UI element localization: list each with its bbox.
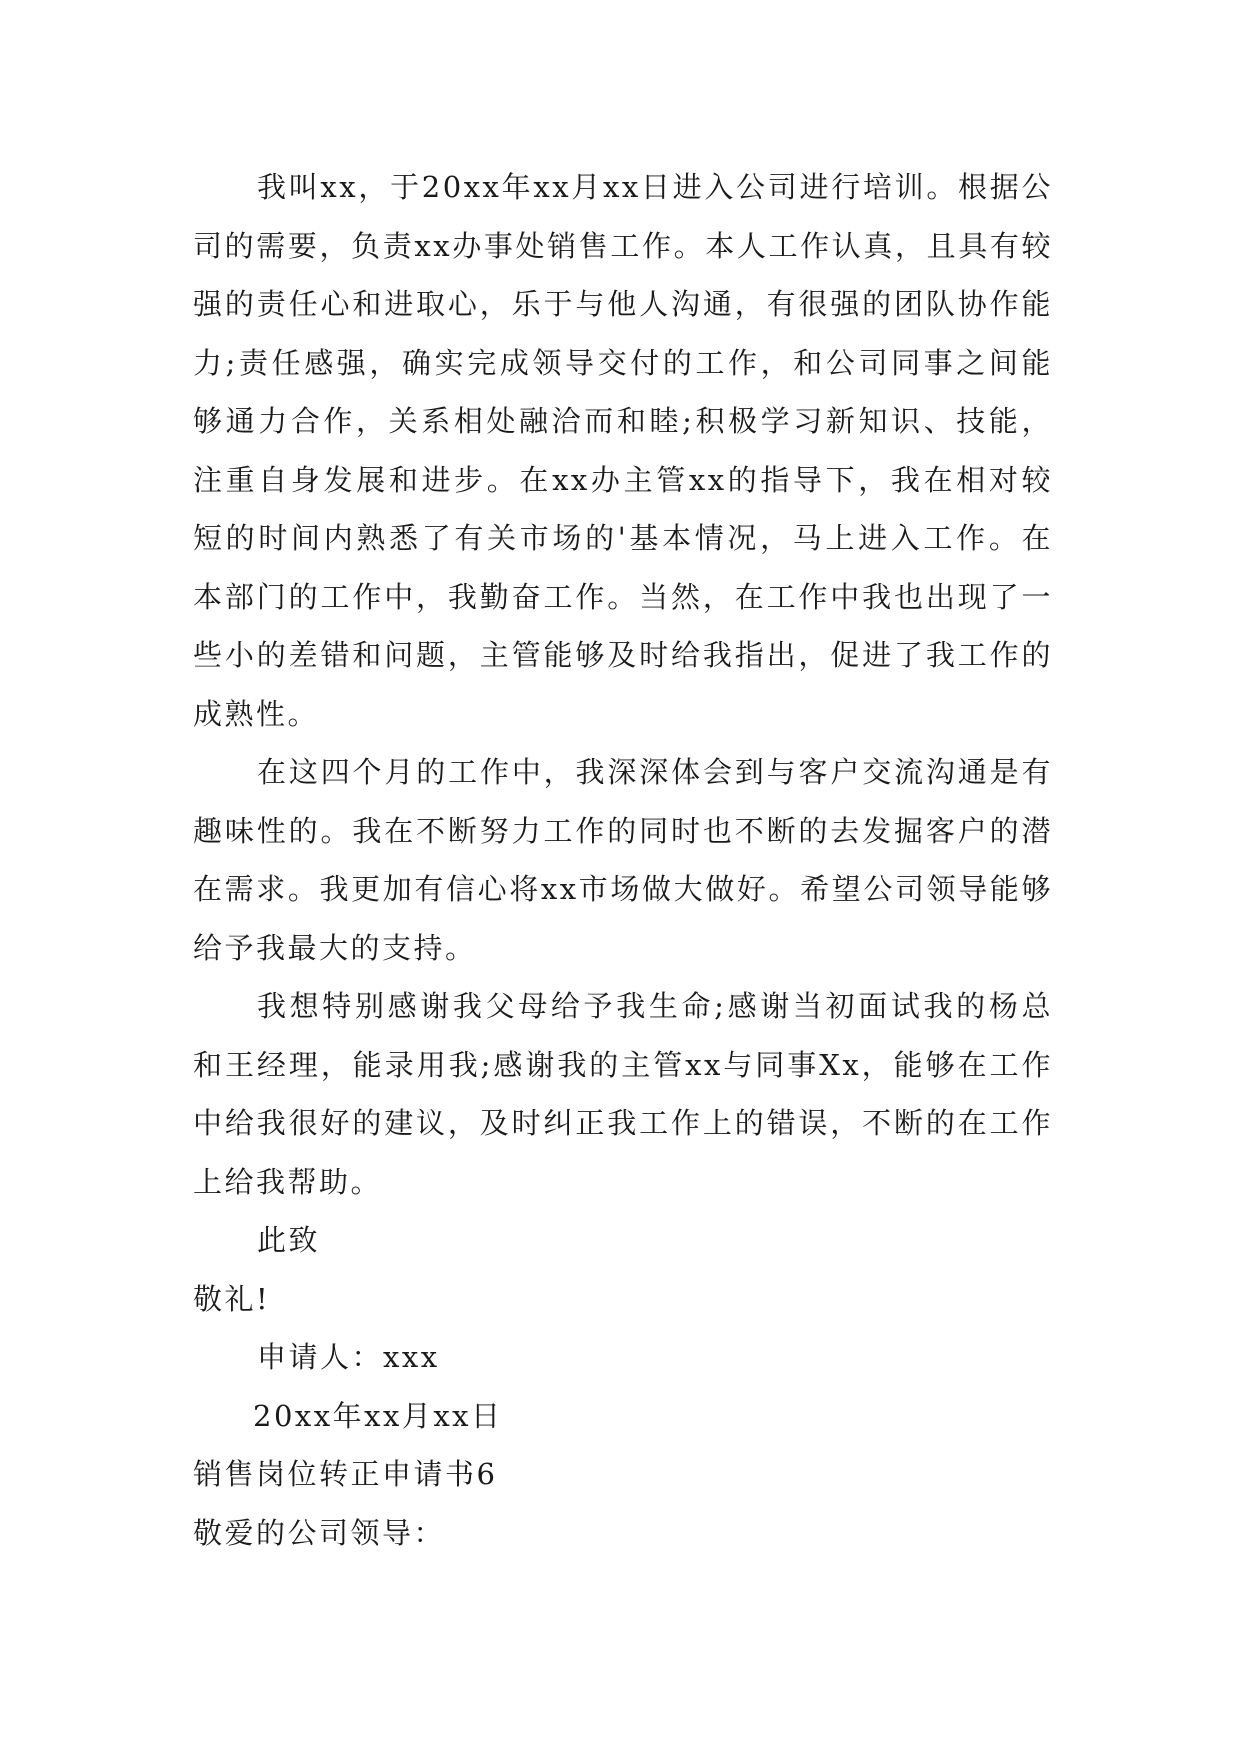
next-document-title: 销售岗位转正申请书6 — [193, 1457, 498, 1491]
applicant-signature: 申请人：xxx — [257, 1340, 440, 1374]
letter-body — [193, 158, 1053, 1562]
signature-date: 20xx年xx月xx日 — [253, 1398, 503, 1433]
salute-line: 敬礼! — [193, 1281, 271, 1316]
paragraph-thanks: 我想特别感谢我父母给予我生命;感谢当初面试我的杨总和王经理，能录用我;感谢我的主管xx与同事Xx，能够在工作中给我很好的建议，及时纠正我工作上的错误，不断的在工作上给我帮助。 — [193, 989, 1053, 1199]
paragraph-introduction: 我叫xx，于20xx年xx月xx日进入公司进行培训。根据公司的需要，负责xx办事处销售工作。本人工作认真，且具有较强的责任心和进取心，乐于与他人沟通，有很强的团队协作能力;责任感强，确实完成领导交付的工作，和公司同事之间能够通力合作，关系相处融洽而和睦;积极学习新知识、技能，注重自身发展和进步。在xx办主管xx的指导下，我在相对较短的时间内熟悉了有关市场的'基本情况，马上进入工作。在本部门的工作中，我勤奋工作。当然，在工作中我也出现了一些小的差错和问题，主管能够及时给我指出，促进了我工作的成熟性。 — [193, 170, 1053, 731]
paragraph-experience: 在这四个月的工作中，我深深体会到与客户交流沟通是有趣味性的。我在不断努力工作的同时也不断的去发掘客户的潜在需求。我更加有信心将xx市场做大做好。希望公司领导能够给予我最大的支持。 — [193, 755, 1053, 965]
next-document-greeting: 敬爱的公司领导： — [193, 1515, 446, 1550]
closing-line: 此致 — [257, 1223, 321, 1257]
